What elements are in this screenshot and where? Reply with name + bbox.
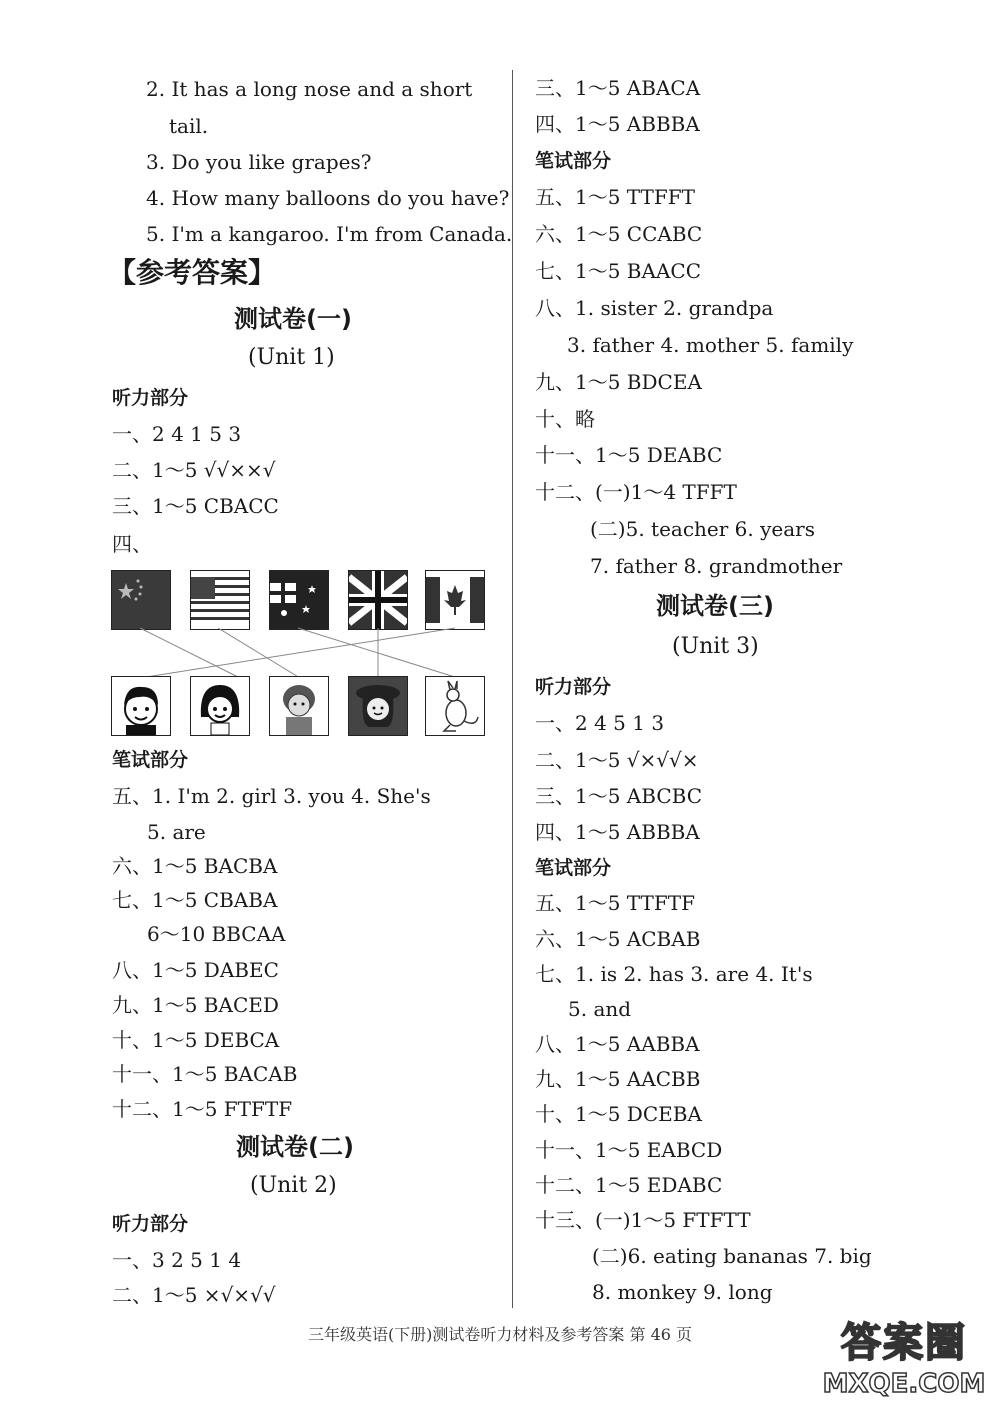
test1-answer-7-line2: 6～10 BBCAA <box>147 922 286 946</box>
test3-answer-1: 一、2 4 5 1 3 <box>535 711 665 735</box>
test3-answer-13-line3: 8. monkey 9. long <box>592 1280 773 1304</box>
test1-answer-3: 三、1～5 CBACC <box>112 494 279 518</box>
test3-answer-3: 三、1～5 ABCBC <box>535 784 702 808</box>
test2-answer-3: 三、1～5 ABACA <box>535 76 701 100</box>
test2-answer-7: 七、1～5 BAACC <box>535 259 701 283</box>
test3-answer-9: 九、1～5 AACBB <box>535 1067 701 1091</box>
test3-answer-11: 十一、1～5 EABCD <box>535 1138 723 1162</box>
test1-answer-2: 二、1～5 √√××√ <box>112 458 276 482</box>
test2-answer-1: 一、3 2 5 1 4 <box>112 1248 242 1272</box>
test3-answer-5: 五、1～5 TTFTF <box>535 891 695 915</box>
test1-answer-5-line1: 五、1. I'm 2. girl 3. you 4. She's <box>112 784 431 808</box>
test3-title: 测试卷(三) <box>656 592 774 620</box>
test2-answer-6: 六、1～5 CCABC <box>535 222 703 246</box>
test1-answer-4: 四、 <box>112 532 152 556</box>
test3-answer-13-line1: 十三、(一)1～5 FTFTT <box>535 1208 751 1232</box>
watermark-top-text: 答案圈 <box>841 1320 967 1366</box>
test3-answer-7-line1: 七、1. is 2. has 3. are 4. It's <box>535 962 813 986</box>
test3-answer-8: 八、1～5 AABBA <box>535 1032 700 1056</box>
test1-answer-6: 六、1～5 BACBA <box>112 854 278 878</box>
matching-lines <box>100 626 500 682</box>
test1-listening-heading: 听力部分 <box>112 387 189 409</box>
test3-answer-2: 二、1～5 √×√√× <box>535 748 699 772</box>
woman-icon <box>269 676 329 736</box>
test1-title: 测试卷(一) <box>234 305 352 333</box>
test1-written-heading: 笔试部分 <box>112 749 189 771</box>
china-flag-icon <box>111 570 171 630</box>
test2-answer-2: 二、1～5 ×√×√√ <box>112 1283 276 1307</box>
column-divider <box>512 70 513 1308</box>
test2-answer-11: 十一、1～5 DEABC <box>535 443 723 467</box>
watermark-logo <box>820 1312 990 1400</box>
watermark-bottom-text: MXQE.COM <box>822 1369 986 1399</box>
test1-answer-7-line1: 七、1～5 CBABA <box>112 888 278 912</box>
canada-flag-icon <box>425 570 485 630</box>
test3-listening-heading: 听力部分 <box>535 676 612 698</box>
test2-answer-12-line3: 7. father 8. grandmother <box>590 554 843 578</box>
test2-answer-4: 四、1～5 ABBBA <box>535 112 700 136</box>
test1-answer-11: 十一、1～5 BACAB <box>112 1062 298 1086</box>
test3-answer-4: 四、1～5 ABBBA <box>535 820 700 844</box>
test3-answer-13-line2: (二)6. eating bananas 7. big <box>592 1244 872 1268</box>
test2-title: 测试卷(二) <box>236 1133 354 1161</box>
test2-answer-12-line1: 十二、(一)1～4 TFFT <box>535 480 737 504</box>
test2-answer-10: 十、略 <box>535 407 595 431</box>
test3-unit: (Unit 3) <box>672 634 759 659</box>
test2-answer-9: 九、1～5 BDCEA <box>535 370 702 394</box>
kangaroo-icon <box>425 676 485 736</box>
listening-q4: 4. How many balloons do you have? <box>146 186 510 210</box>
test3-answer-10: 十、1～5 DCEBA <box>535 1102 702 1126</box>
test2-answer-8-line2: 3. father 4. mother 5. family <box>567 333 854 357</box>
test2-listening-heading: 听力部分 <box>112 1213 189 1235</box>
listening-q3: 3. Do you like grapes? <box>146 150 372 174</box>
test1-unit: (Unit 1) <box>248 345 335 370</box>
test1-answer-1: 一、2 4 1 5 3 <box>112 422 242 446</box>
test3-written-heading: 笔试部分 <box>535 857 612 879</box>
listening-q5: 5. I'm a kangaroo. I'm from Canada. <box>146 222 513 246</box>
test3-answer-12: 十二、1～5 EDABC <box>535 1173 723 1197</box>
uk-flag-icon <box>348 570 408 630</box>
usa-flag-icon <box>190 570 250 630</box>
test1-answer-8: 八、1～5 DABEC <box>112 958 279 982</box>
test1-answer-10: 十、1～5 DEBCA <box>112 1028 280 1052</box>
test2-written-heading: 笔试部分 <box>535 150 612 172</box>
girl-hat-icon <box>348 676 408 736</box>
australia-flag-icon <box>269 570 329 630</box>
test3-answer-6: 六、1～5 ACBAB <box>535 927 701 951</box>
test1-answer-5-line2: 5. are <box>147 820 206 844</box>
boy-icon <box>111 676 171 736</box>
page-footer: 三年级英语(下册)测试卷听力材料及参考答案 第 46 页 <box>307 1325 693 1344</box>
test2-answer-12-line2: (二)5. teacher 6. years <box>590 517 815 541</box>
test3-answer-7-line2: 5. and <box>568 997 632 1021</box>
test1-answer-12: 十二、1～5 FTFTF <box>112 1097 293 1121</box>
listening-q2-line2: tail. <box>169 114 209 138</box>
test2-answer-8-line1: 八、1. sister 2. grandpa <box>535 296 774 320</box>
girl-icon <box>190 676 250 736</box>
listening-q2-line1: 2. It has a long nose and a short <box>146 77 473 101</box>
test1-answer-9: 九、1～5 BACED <box>112 993 279 1017</box>
reference-answers-heading: 【参考答案】 <box>108 256 277 289</box>
test2-unit: (Unit 2) <box>250 1173 337 1198</box>
test2-answer-5: 五、1～5 TTFFT <box>535 185 695 209</box>
